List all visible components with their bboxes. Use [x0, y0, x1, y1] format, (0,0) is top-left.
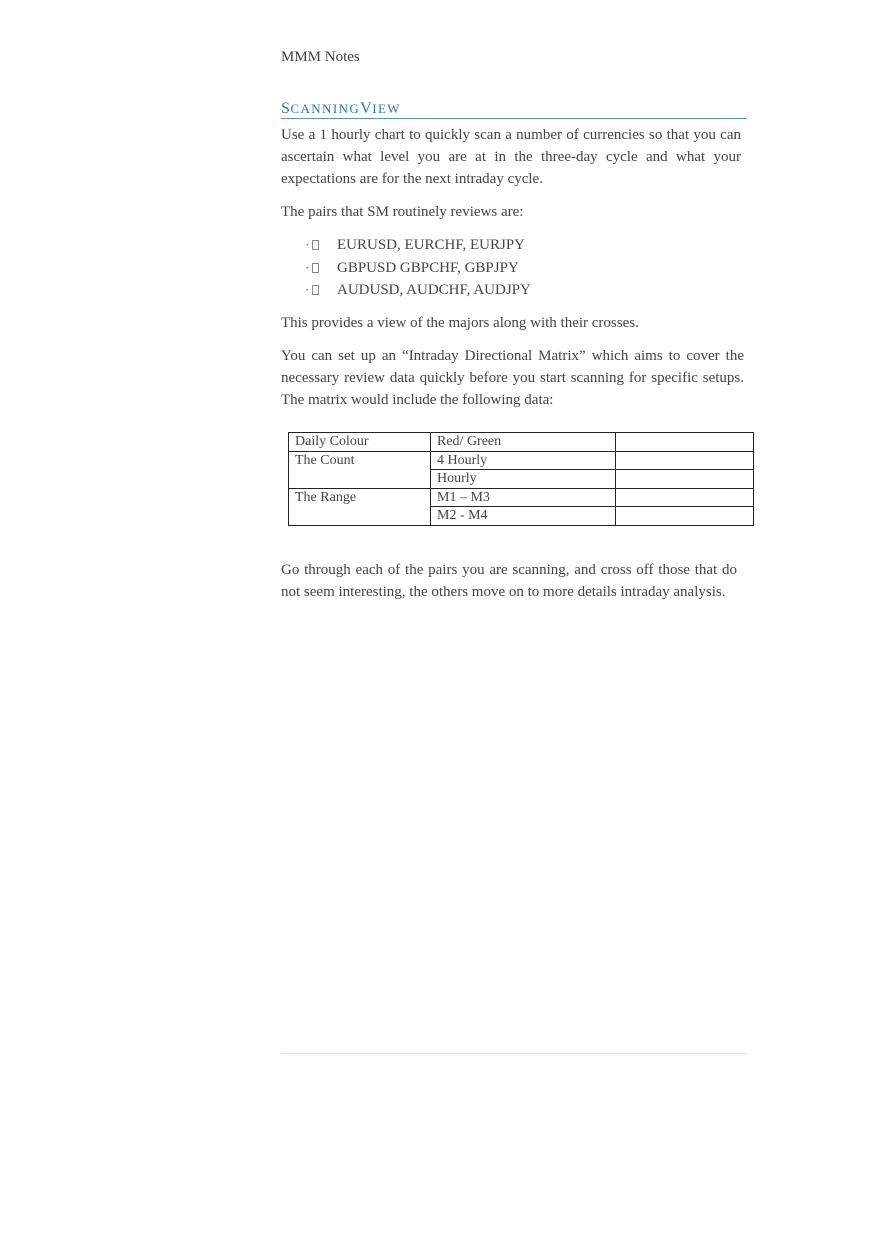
missing-glyph-icon [312, 285, 319, 295]
matrix-item-cell: M1 – M3 [431, 488, 616, 507]
heading-initial-v: V [360, 100, 373, 117]
heading-initial-s: S [281, 100, 291, 117]
matrix-intro-paragraph: You can set up an “Intraday Directional Matrix” which aims to cover the necessary review data quickly before you start scanning for specific setups. The matrix would include the following data: [281, 348, 744, 408]
majors-paragraph: This provides a view of the majors along with their crosses. [281, 315, 639, 331]
bullet-dot: · [305, 282, 310, 298]
heading-rest-view: IEW [372, 101, 401, 116]
matrix-value-cell [616, 470, 754, 489]
intraday-directional-matrix [288, 432, 754, 526]
missing-glyph-icon [312, 263, 319, 273]
matrix-item-cell: Red/ Green [431, 433, 616, 452]
table-row [289, 507, 754, 526]
matrix-item-cell: M2 - M4 [431, 507, 616, 526]
bullet-icon [305, 257, 337, 279]
intro-paragraph: Use a 1 hourly chart to quickly scan a number of currencies so that you can ascertain what level you are at in the three-day cycle and what your expectations are for the next intraday cycle. [281, 127, 741, 187]
matrix-value-cell [616, 507, 754, 526]
footer-divider [281, 1053, 747, 1054]
table-row [289, 488, 754, 507]
section-heading [281, 101, 747, 119]
page-header-title: MMM Notes [281, 49, 360, 65]
list-item [305, 279, 531, 302]
matrix-item-cell: Hourly [431, 470, 616, 489]
table-row [289, 451, 754, 470]
matrix-value-cell [616, 451, 754, 470]
heading-rest-scanning: CANNING [290, 101, 361, 116]
bullet-icon [305, 279, 337, 301]
bullet-icon [305, 234, 337, 256]
matrix-label-cell [289, 470, 431, 489]
pair-text: GBPUSD GBPCHF, GBPJPY [337, 259, 519, 276]
list-item [305, 234, 531, 257]
list-item [305, 257, 531, 280]
pair-text: EURUSD, EURCHF, EURJPY [337, 237, 525, 254]
matrix-value-cell [616, 488, 754, 507]
bullet-dot: · [305, 237, 310, 253]
matrix-item-cell: 4 Hourly [431, 451, 616, 470]
matrix-label-cell [289, 507, 431, 526]
go-through-paragraph: Go through each of the pairs you are scanning, and cross off those that do not seem interesting, the others move on to more details intraday analysis. [281, 562, 737, 600]
matrix-label-cell: The Range [289, 488, 431, 507]
table-row [289, 470, 754, 489]
bullet-dot: · [305, 259, 310, 275]
missing-glyph-icon [312, 240, 319, 250]
matrix-label-cell: The Count [289, 451, 431, 470]
table-row [289, 433, 754, 452]
pairs-list [305, 234, 531, 302]
pair-text: AUDUSD, AUDCHF, AUDJPY [337, 282, 531, 299]
matrix-value-cell [616, 433, 754, 452]
pairs-intro-paragraph: The pairs that SM routinely reviews are: [281, 204, 524, 220]
matrix-label-cell: Daily Colour [289, 433, 431, 452]
